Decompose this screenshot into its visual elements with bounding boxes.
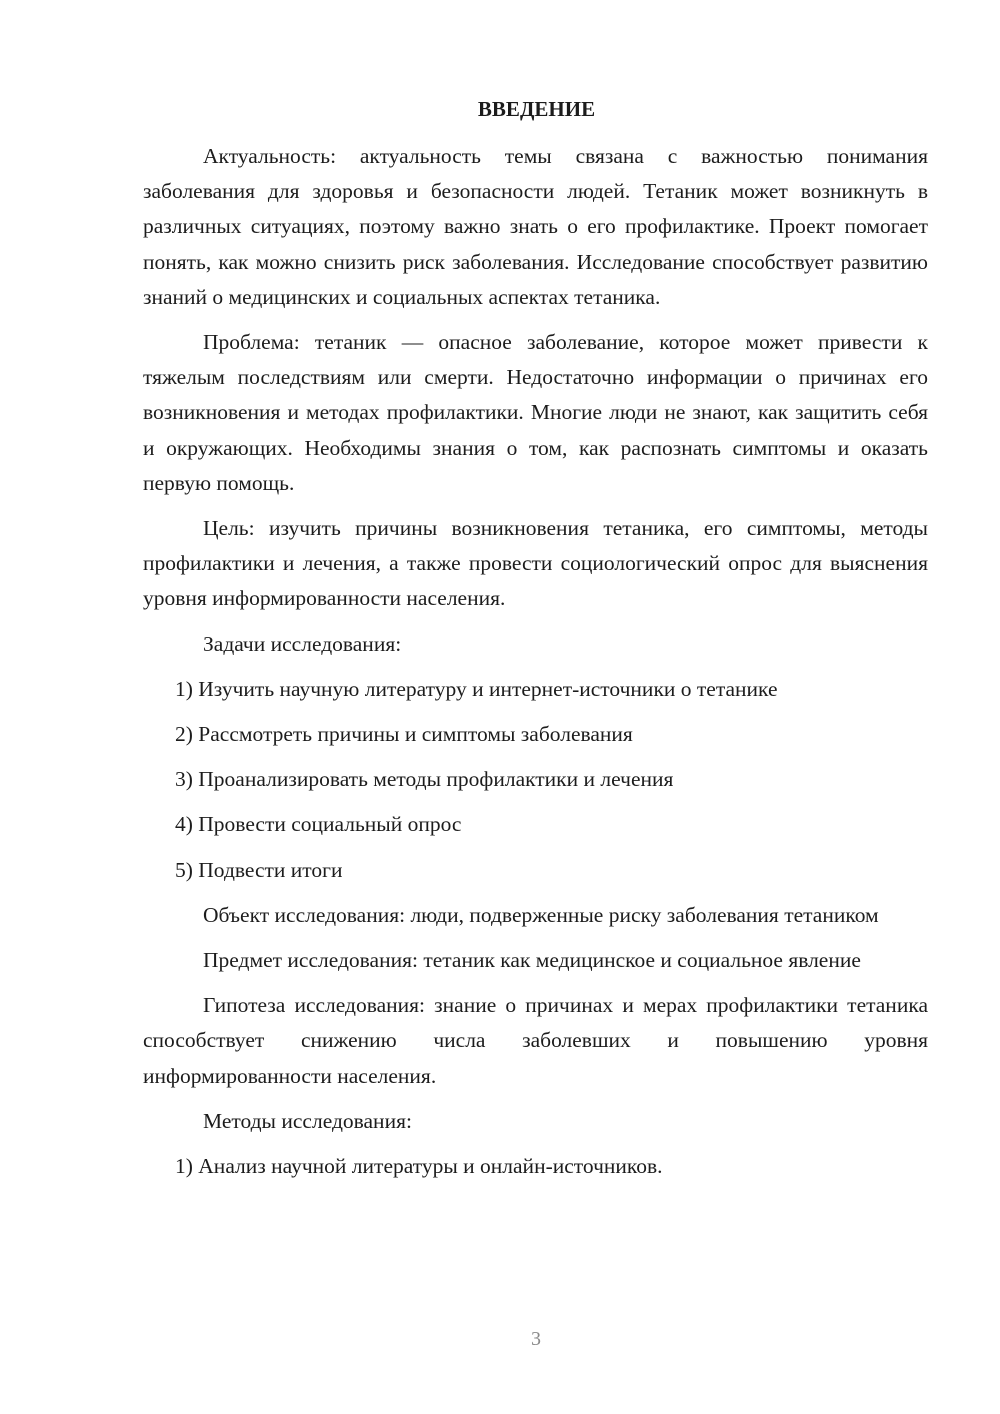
task-item: 2) Рассмотреть причины и симптомы заболевания [175,722,633,747]
problem-paragraph: Проблема: тетаник — опасное заболевание, которое может привести к тяжелым последствиям или смерти. Недостаточно информации о причинах его возникновения и методах профилактики. Многие люди не знают, как защитить себя и окружающих. Необходимы знания о том, как распознать симптомы и оказать первую помощь. [143,330,928,495]
hypothesis-paragraph: Гипотеза исследования: знание о причинах и мерах профилактики тетаника способствует снижению числа заболевших и повышению уровня информированности населения. [143,993,928,1088]
task-item: 5) Подвести итоги [175,857,343,882]
task-item: 1) Изучить научную литературу и интернет-источники о тетанике [175,676,778,701]
document-page [143,92,928,1194]
page-number: 3 [531,1328,541,1350]
relevance-paragraph: Актуальность: актуальность темы связана с важностью понимания заболевания для здоровья и безопасности людей. Тетаник может возникнуть в различных ситуациях, поэтому важно знать о его профилактике. Проект помогает понять, как можно снизить риск заболевания. Исследование способствует развитию знаний о медицинских и социальных аспектах тетаника. [143,144,928,309]
goal-paragraph: Цель: изучить причины возникновения тетаника, его симптомы, методы профилактики и лечения, а также провести социологический опрос для выяснения уровня информированности населения. [143,516,928,611]
task-item: 4) Провести социальный опрос [175,812,462,837]
object-paragraph: Объект исследования: люди, подверженные риску заболевания тетаником [203,902,879,927]
task-item: 3) Проанализировать методы профилактики и лечения [175,767,674,792]
subject-paragraph: Предмет исследования: тетаник как медицинское и социальное явление [203,948,861,973]
methods-heading: Методы исследования: [203,1108,412,1133]
method-item: 1) Анализ научной литературы и онлайн-источников. [175,1154,663,1179]
tasks-heading: Задачи исследования: [203,631,402,656]
page-title: ВВЕДЕНИЕ [477,97,596,121]
